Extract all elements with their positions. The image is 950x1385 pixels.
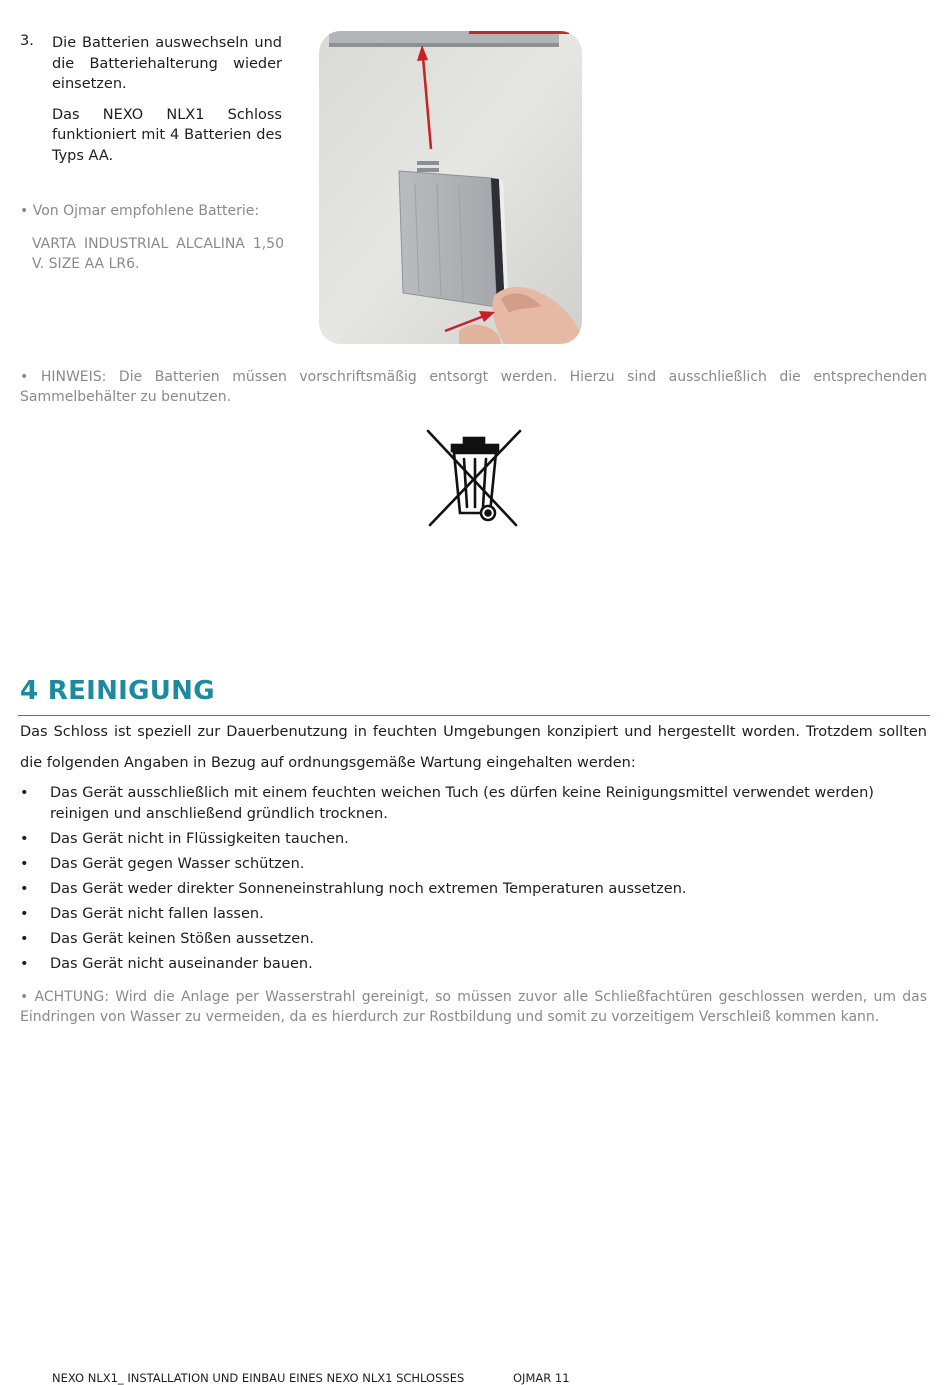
- step-number: 3.: [20, 33, 34, 49]
- section-divider: [18, 715, 930, 716]
- battery-recommendation-value: VARTA INDUSTRIAL ALCALINA 1,50 V. SIZE AA LR6.: [32, 236, 284, 272]
- step-paragraph-2: Das NEXO NLX1 Schloss funktioniert mit 4 Batterien des Typs AA.: [52, 106, 282, 164]
- crossed-out-wheelie-bin-icon: [424, 429, 524, 529]
- footer-document-title: NEXO NLX1_ INSTALLATION UND EINBAU EINES NEXO NLX1 SCHLOSSES: [52, 1371, 465, 1385]
- battery-holder-photo: [319, 31, 582, 344]
- step-text: [52, 33, 282, 176]
- disposal-note: • HINWEIS: Die Batterien müssen vorschriftsmäßig entsorgt werden. Hierzu sind ausschließlich die entsprechenden Sammelbehälter zu benutzen.: [20, 369, 927, 405]
- caution-note: • ACHTUNG: Wird die Anlage per Wasserstrahl gereinigt, so müssen zuvor alle Schließfachtüren geschlossen werden, um das Eindringen von Wasser zu vermeiden, da es hierdurch zur Rostbildung und somit zu vorzeitigem Verschleiß kommen kann.: [20, 989, 927, 1025]
- battery-holder-photo-illustration: [319, 31, 582, 344]
- list-item: • Das Gerät weder direkter Sonneneinstrahlung noch extremen Temperaturen aussetzen.: [20, 879, 930, 900]
- list-item: • Das Gerät keinen Stößen aussetzen.: [20, 929, 930, 950]
- cleaning-instructions-list: [20, 783, 930, 979]
- section-title: 4 REINIGUNG: [20, 676, 215, 706]
- list-item: • Das Gerät nicht fallen lassen.: [20, 904, 930, 925]
- battery-recommendation-label: • Von Ojmar empfohlene Batterie:: [20, 203, 260, 219]
- list-item: • Das Gerät nicht in Flüssigkeiten tauchen.: [20, 829, 930, 850]
- list-item: • Das Gerät nicht auseinander bauen.: [20, 954, 930, 975]
- footer-page-number: OJMAR 11: [513, 1371, 570, 1385]
- section-intro: Das Schloss ist speziell zur Dauerbenutzung in feuchten Umgebungen konzipiert und hergestellt worden. Trotzdem sollten die folgenden Angaben in Bezug auf ordnungsgemäße Wartung eingehalten werden:: [20, 724, 927, 771]
- list-item: • Das Gerät ausschließlich mit einem feuchten weichen Tuch (es dürfen keine Reinigungsmittel verwendet werden) reinigen und anschließend gründlich trocknen.: [20, 783, 930, 824]
- step-paragraph-1: Die Batterien auswechseln und die Batteriehalterung wieder einsetzen.: [52, 35, 282, 92]
- list-item: • Das Gerät gegen Wasser schützen.: [20, 854, 930, 875]
